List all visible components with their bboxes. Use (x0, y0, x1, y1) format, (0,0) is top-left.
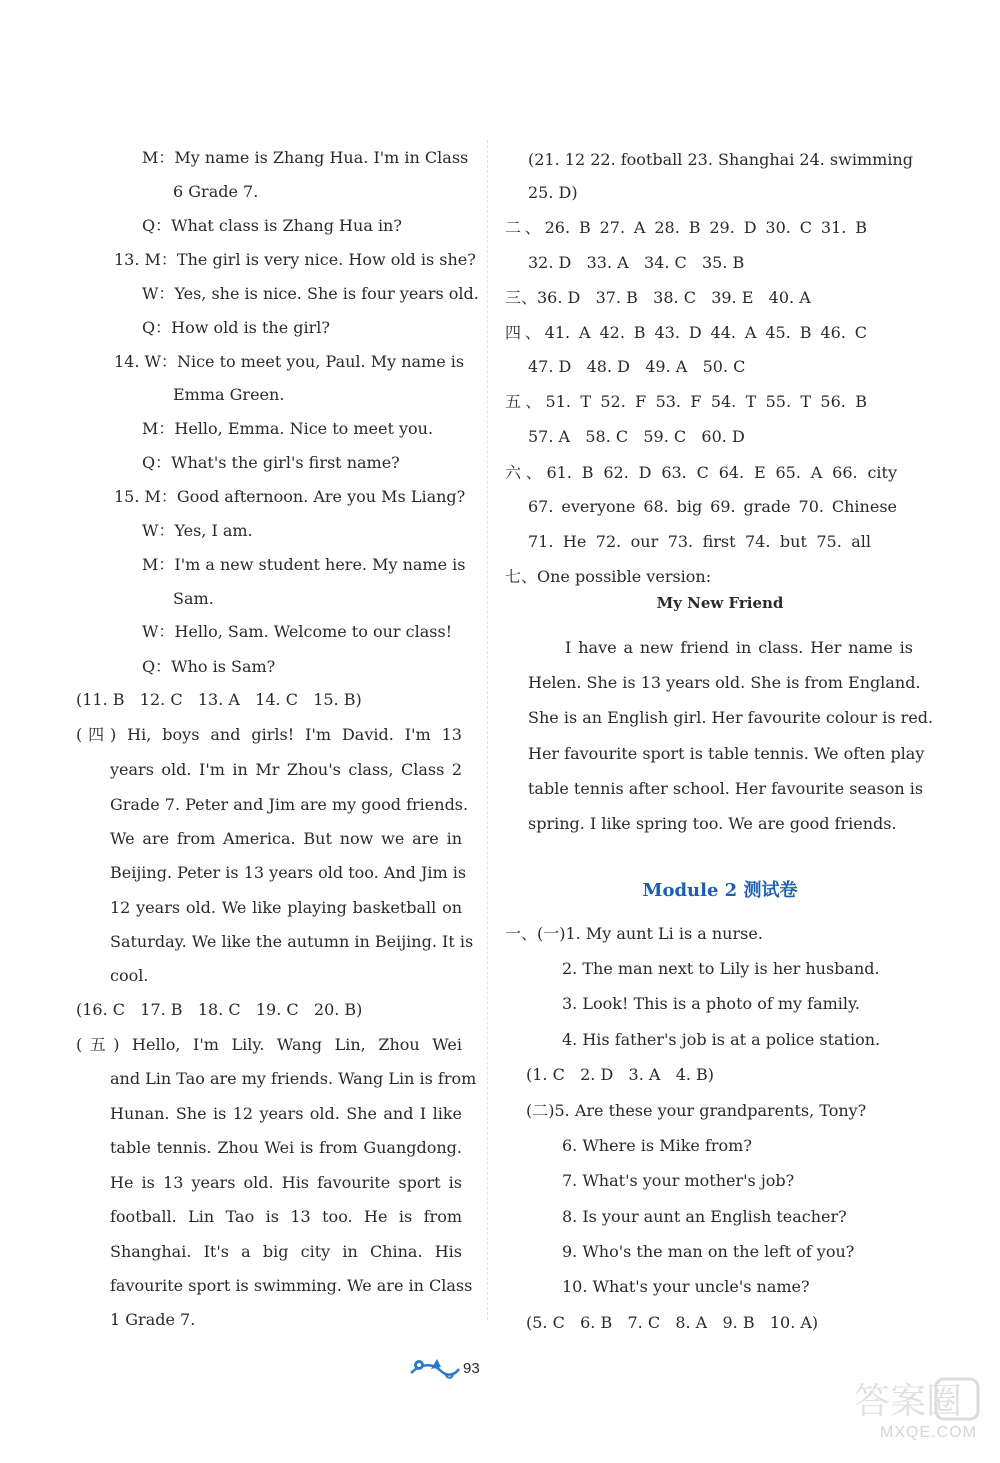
text-line: Helen. She is 13 years old. She is from England. (528, 673, 921, 692)
watermark-url: MXQE.COM (880, 1424, 977, 1441)
text-line: 7. What's your mother's job? (562, 1171, 795, 1190)
text-line: I have a new friend in class. Her name is (565, 638, 913, 657)
text-line: 3. Look! This is a photo of my family. (562, 994, 861, 1013)
text-line: 六、61. B 62. D 63. C 64. E 65. A 66. city (505, 463, 897, 482)
text-line: 9. Who's the man on the left of you? (562, 1242, 855, 1261)
text-line: 6 Grade 7. (173, 182, 259, 201)
column-divider (487, 140, 488, 1320)
text-line: (二)5. Are these your grandparents, Tony? (526, 1101, 867, 1120)
flower-decoration-icon (407, 1355, 461, 1381)
text-line: Grade 7. Peter and Jim are my good friends. (110, 795, 469, 814)
text-line: football. Lin Tao is 13 too. He is from (110, 1207, 462, 1226)
text-line: Beijing. Peter is 13 years old too. And Jim is (110, 863, 467, 882)
text-line: 五、51. T 52. F 53. F 54. T 55. T 56. B (505, 392, 867, 411)
text-line: 32. D 33. A 34. C 35. B (528, 253, 745, 272)
text-line: 15. M：Good afternoon. Are you Ms Liang? (114, 487, 466, 506)
text-line: 47. D 48. D 49. A 50. C (528, 357, 746, 376)
svg-text:答案圈: 答案圈 (854, 1381, 963, 1422)
text-line: 10. What's your uncle's name? (562, 1277, 810, 1296)
text-line: She is an English girl. Her favourite colour is red. (528, 708, 934, 727)
essay-title: My New Friend (656, 594, 784, 612)
text-line: Her favourite sport is table tennis. We often play (528, 744, 925, 763)
text-line: 14. W：Nice to meet you, Paul. My name is (114, 352, 465, 371)
text-line: years old. I'm in Mr Zhou's class, Class 2 (110, 760, 462, 779)
text-line: Q：What's the girl's first name? (142, 453, 400, 472)
text-line: W：Yes, she is nice. She is four years old. (142, 284, 479, 303)
text-line: (1. C 2. D 3. A 4. B) (526, 1065, 715, 1084)
text-line: cool. (110, 966, 149, 985)
text-line: Q：What class is Zhang Hua in? (142, 216, 402, 235)
text-line: spring. I like spring too. We are good friends. (528, 814, 897, 833)
text-line: (五) Hello, I'm Lily. Wang Lin, Zhou Wei (76, 1035, 462, 1054)
text-line: 一、(一)1. My aunt Li is a nurse. (505, 924, 763, 943)
text-line: 2. The man next to Lily is her husband. (562, 959, 880, 978)
text-line: Saturday. We like the autumn in Beijing. It is (110, 932, 474, 951)
text-line: (16. C 17. B 18. C 19. C 20. B) (76, 1000, 363, 1019)
text-line: 57. A 58. C 59. C 60. D (528, 427, 745, 446)
watermark-logo (852, 1377, 982, 1423)
text-line: (11. B 12. C 13. A 14. C 15. B) (76, 690, 362, 709)
text-line: (四) Hi, boys and girls! I'm David. I'm 13 (76, 725, 462, 744)
text-line: 四、41. A 42. B 43. D 44. A 45. B 46. C (505, 323, 867, 342)
text-line: W：Yes, I am. (142, 521, 253, 540)
module-title: Module 2 测试卷 (642, 880, 798, 901)
text-line: 二、26. B 27. A 28. B 29. D 30. C 31. B (505, 218, 867, 237)
text-line: 4. His father's job is at a police station. (562, 1030, 881, 1049)
text-line: 13. M：The girl is very nice. How old is she? (114, 250, 476, 269)
text-line: Hunan. She is 12 years old. She and I like (110, 1104, 462, 1123)
page-number: 93 (463, 1360, 480, 1377)
text-line: Emma Green. (173, 385, 285, 404)
text-line: 12 years old. We like playing basketball on (110, 898, 462, 917)
text-line: 8. Is your aunt an English teacher? (562, 1207, 847, 1226)
text-line: M：I'm a new student here. My name is (142, 555, 466, 574)
text-line: 三、36. D 37. B 38. C 39. E 40. A (505, 288, 811, 307)
text-line: 七、One possible version: (505, 567, 712, 586)
text-line: 6. Where is Mike from? (562, 1136, 752, 1155)
text-line: Sam. (173, 589, 214, 608)
text-line: 71. He 72. our 73. first 74. but 75. all (528, 532, 871, 551)
text-line: M：Hello, Emma. Nice to meet you. (142, 419, 434, 438)
text-line: table tennis. Zhou Wei is from Guangdong. (110, 1138, 462, 1157)
text-line: 25. D) (528, 183, 578, 202)
text-line: (21. 12 22. football 23. Shanghai 24. swimming (528, 150, 913, 169)
text-line: Shanghai. It's a big city in China. His (110, 1242, 462, 1261)
text-line: (5. C 6. B 7. C 8. A 9. B 10. A) (526, 1313, 819, 1332)
text-line: Q：Who is Sam? (142, 657, 276, 676)
text-line: table tennis after school. Her favourite season is (528, 779, 924, 798)
text-line: M：My name is Zhang Hua. I'm in Class (142, 148, 469, 167)
text-line: and Lin Tao are my friends. Wang Lin is from (110, 1069, 477, 1088)
text-line: We are from America. But now we are in (110, 829, 462, 848)
text-line: W：Hello, Sam. Welcome to our class! (142, 622, 453, 641)
text-line: 1 Grade 7. (110, 1310, 196, 1329)
text-line: 67. everyone 68. big 69. grade 70. Chinese (528, 497, 897, 516)
text-line: He is 13 years old. His favourite sport is (110, 1173, 462, 1192)
text-line: favourite sport is swimming. We are in Class (110, 1276, 473, 1295)
text-line: Q：How old is the girl? (142, 318, 330, 337)
